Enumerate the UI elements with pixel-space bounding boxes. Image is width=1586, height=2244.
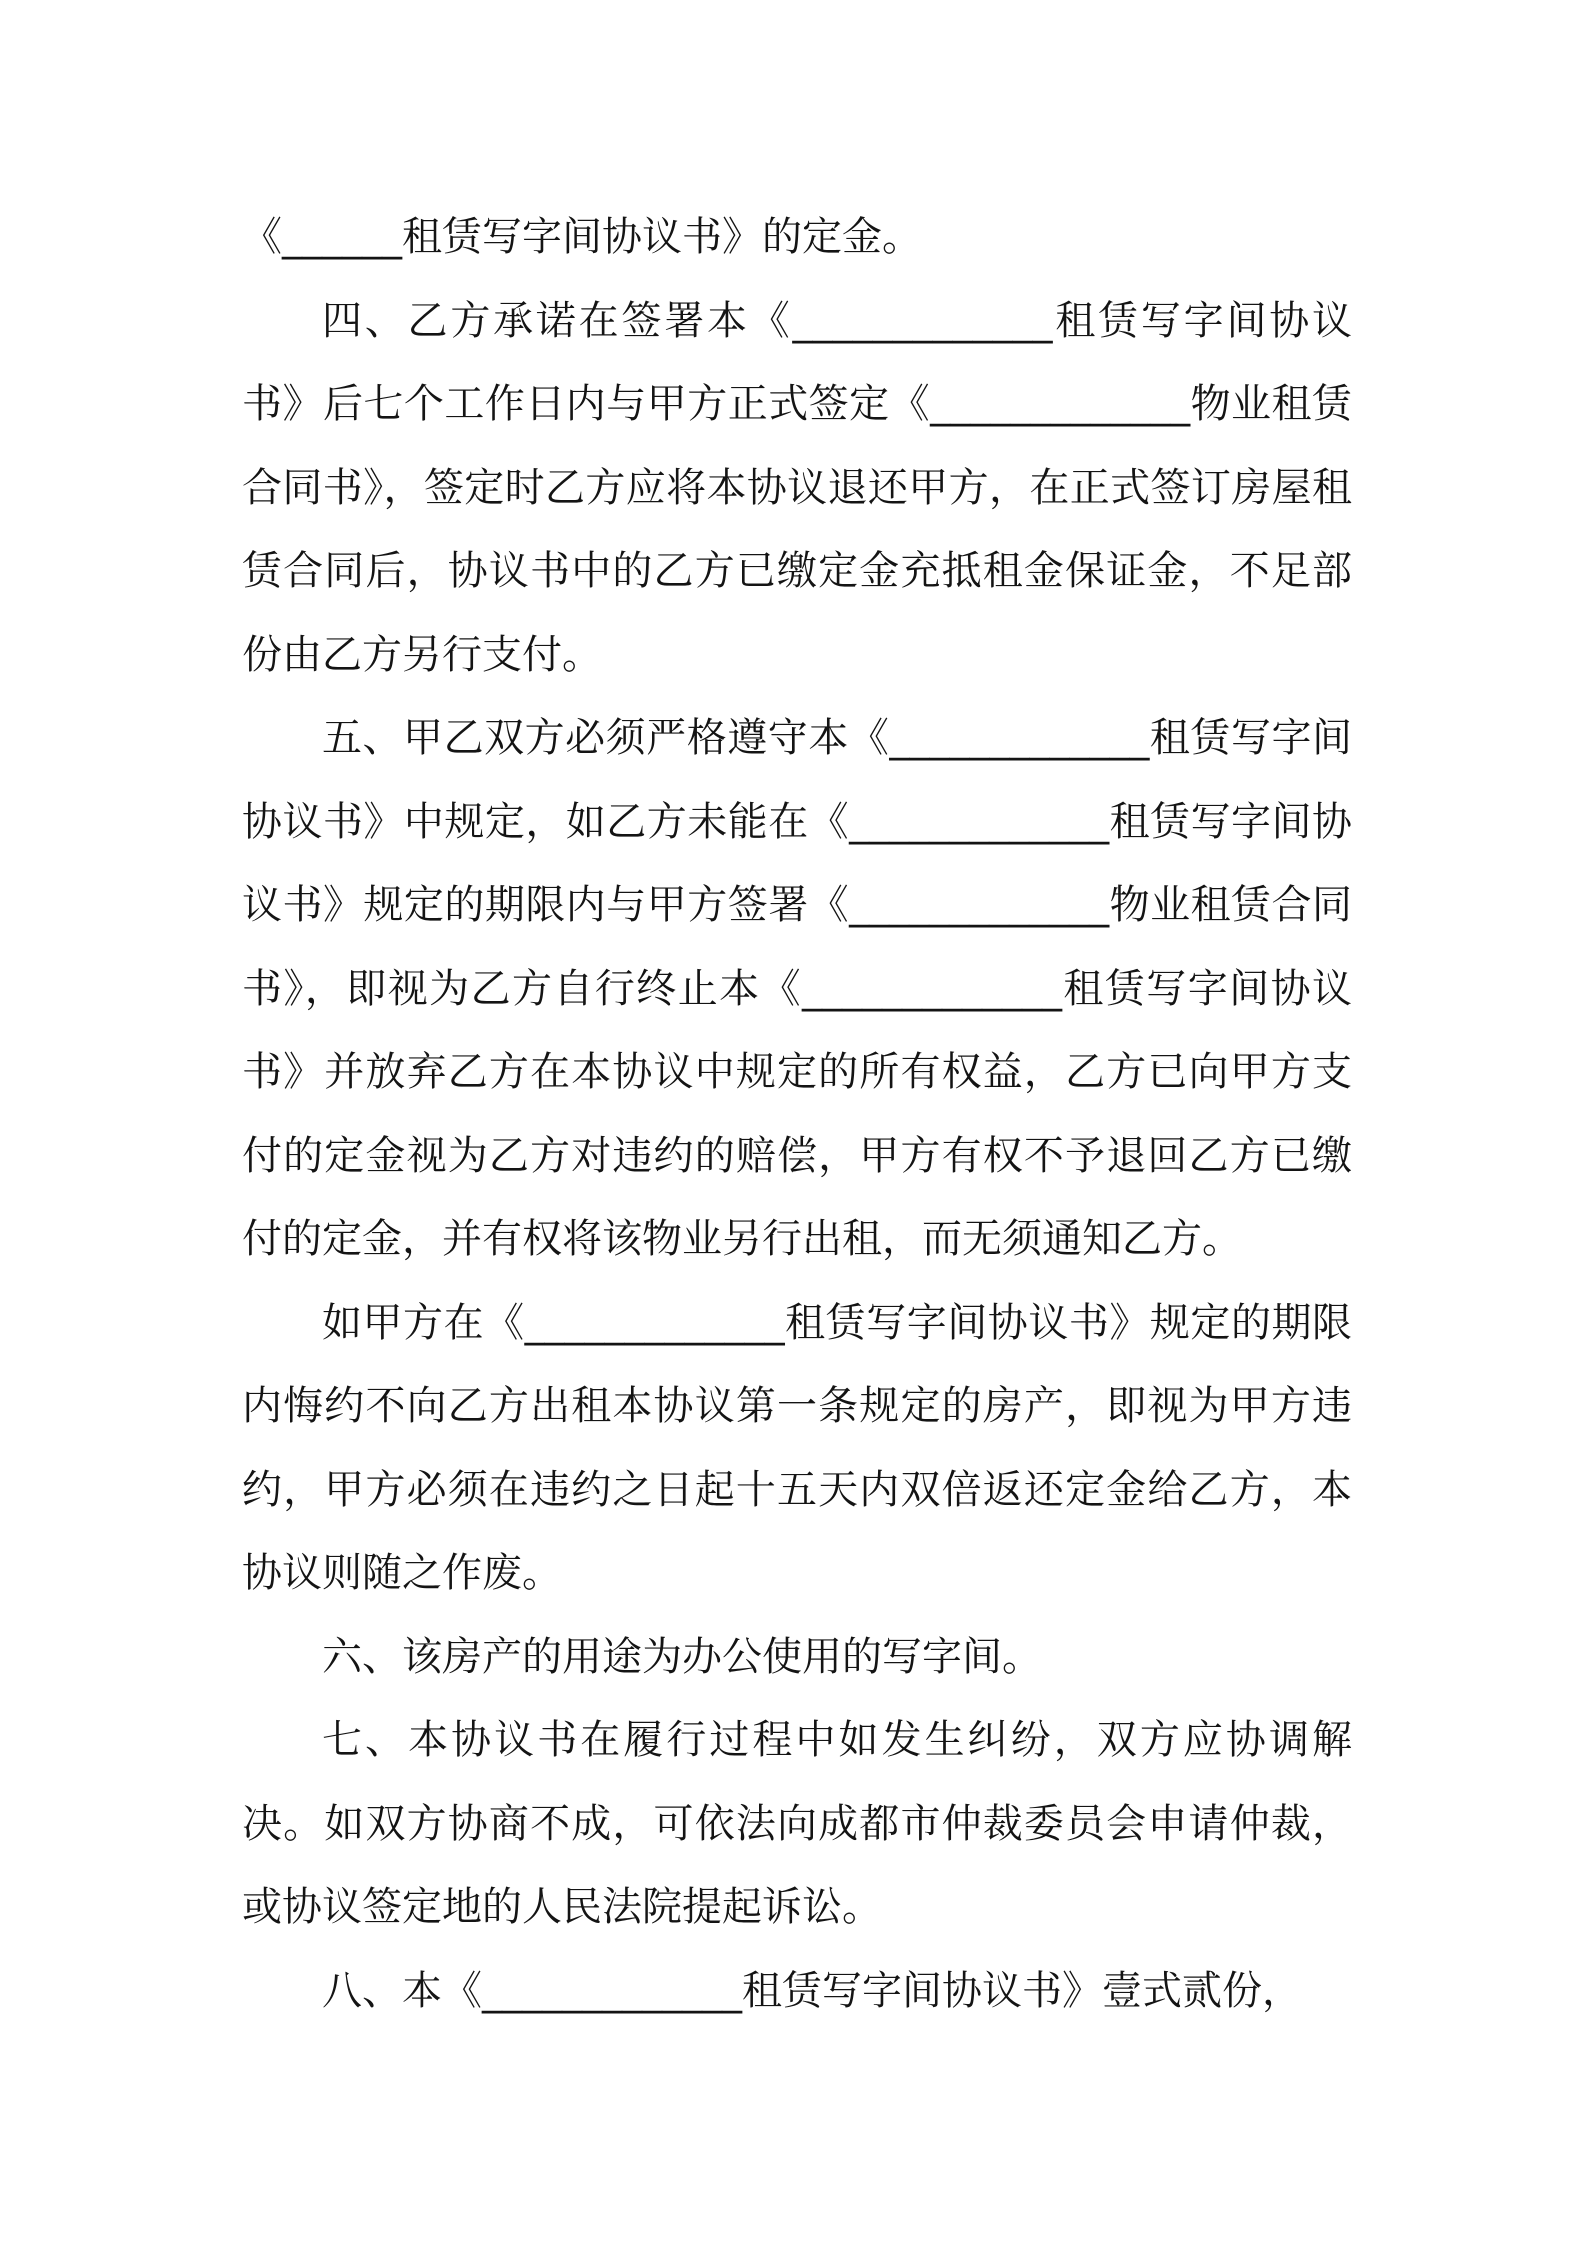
clause-six: 六、该房产的用途为办公使用的写字间。	[322, 1633, 1042, 1680]
clause-five: 五、甲乙双方必须严格遵守本《_____________租赁写字间协议书》中规定，如乙方未能在《_____________租赁写字间协议书》规定的期限内与甲方签署《_____________物业租赁合同书》，即视为乙方自行终止本《_____________租赁写字间协议书》并放弃乙方在本协议中规定的所有权益，乙方已向甲方支付的定金视为乙方对违约的赔偿，甲方有权不予退回乙方已缴付的定金，并有权将该物业另行出租，而无须通知乙方。	[242, 715, 1352, 1262]
clause-seven: 七、本协议书在履行过程中如发生纠纷，双方应协调解决。如双方协商不成，可依法向成都市仲裁委员会申请仲裁，或协议签定地的人民法院提起诉讼。	[242, 1717, 1352, 1930]
document-page	[242, 196, 1352, 2033]
clause-five-continued: 如甲方在《_____________租赁写字间协议书》规定的期限内悔约不向乙方出租本协议第一条规定的房产，即视为甲方违约，甲方必须在违约之日起十五天内双倍返还定金给乙方，本协议则随之作废。	[242, 1299, 1352, 1596]
clause-four: 四、乙方承诺在签署本《_____________租赁写字间协议书》后七个工作日内与甲方正式签定《_____________物业租赁合同书》，签定时乙方应将本协议退还甲方，在正式签订房屋租赁合同后，协议书中的乙方已缴定金充抵租金保证金，不足部份由乙方另行支付。	[242, 297, 1352, 678]
clause-eight: 八、本《_____________租赁写字间协议书》壹式贰份，	[322, 1967, 1302, 2014]
paragraph-continuation: 《______租赁写字间协议书》的定金。	[242, 214, 922, 260]
